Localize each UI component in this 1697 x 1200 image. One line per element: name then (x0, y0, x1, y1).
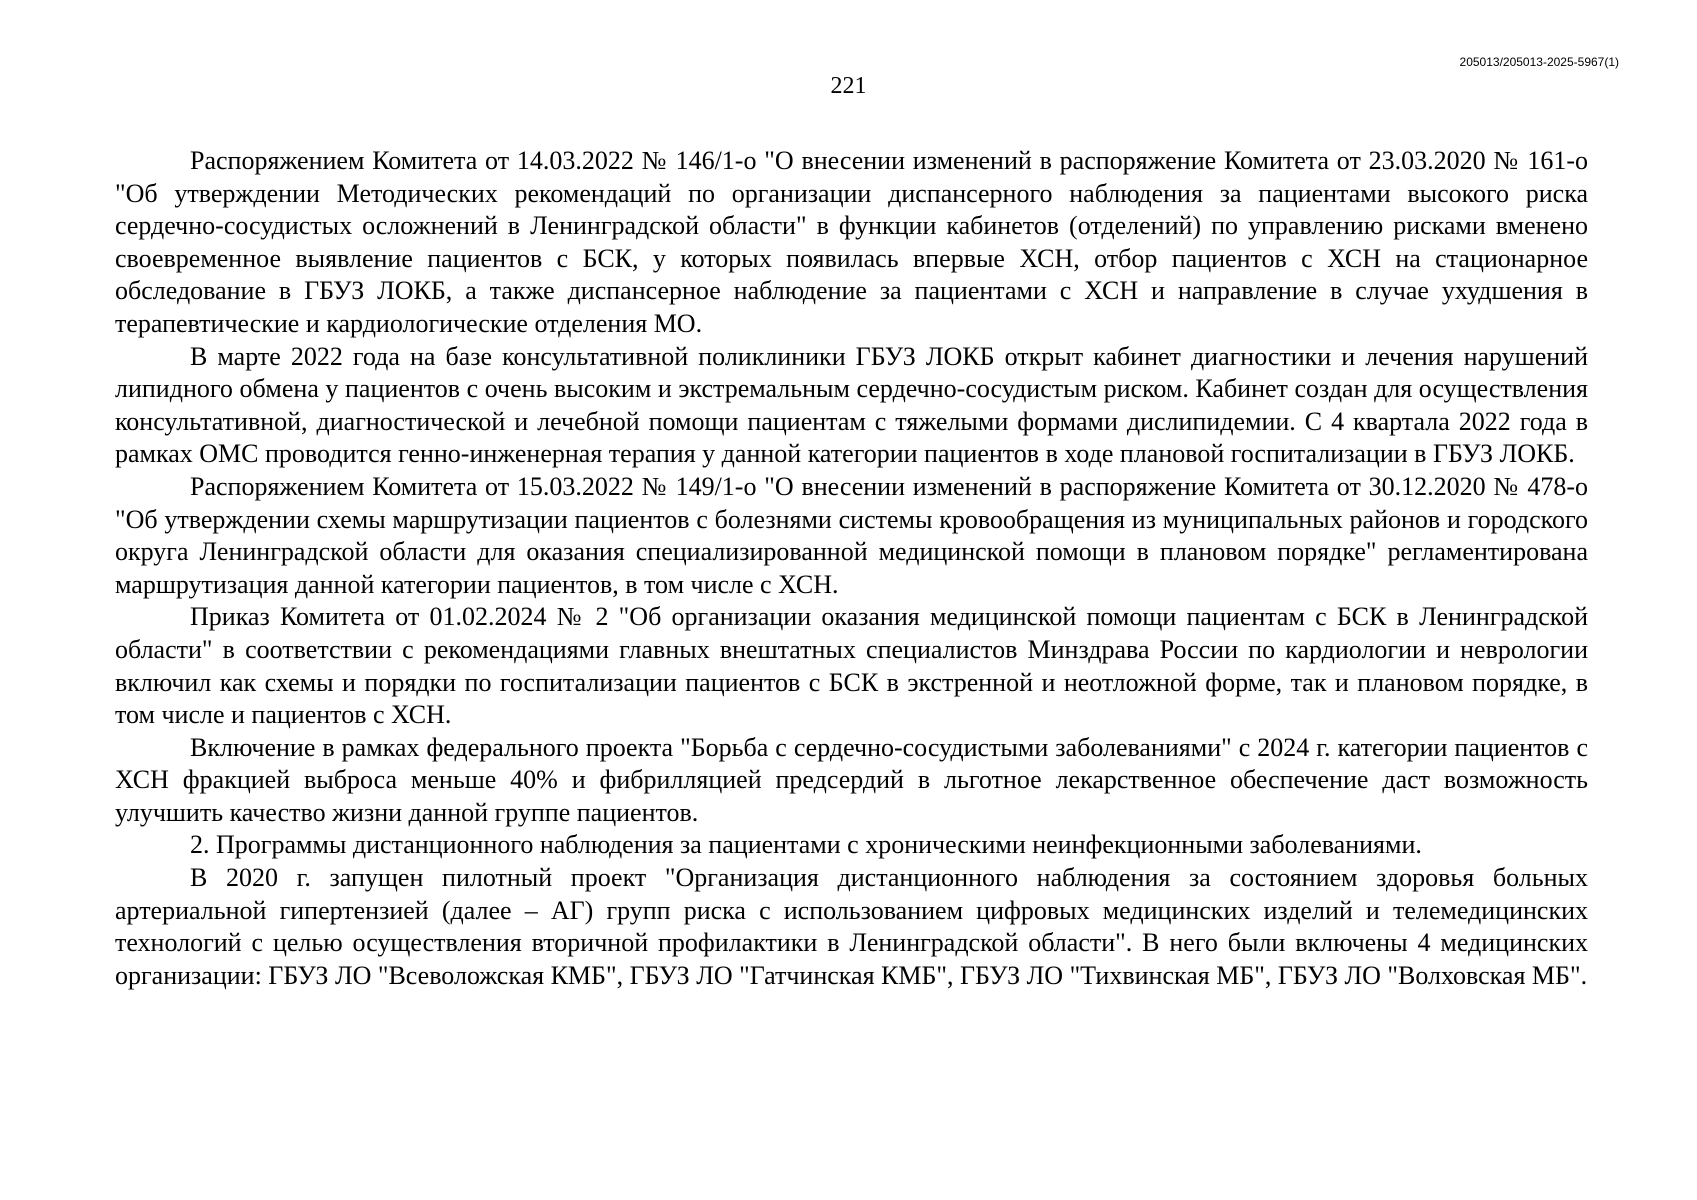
paragraph-order-146: Распоряжением Комитета от 14.03.2022 № 146/1-о "О внесении изменений в распоряжение Комитета от 23.03.2020 № 161-о "Об утверждении Методических рекомендаций по организации диспансерного наблюдения за пациентами высокого риска сердечно-сосудистых осложнений в Ленинградской области" в функции кабинетов (отделений) по управлению рисками вменено своевременное выявление пациентов с БСК, у которых появилась впервые ХСН, отбор пациентов с ХСН на стационарное обследование в ГБУЗ ЛОКБ, а также диспансерное наблюдение за пациентами с ХСН и направление в случае ухудшения в терапевтические и кардиологические отделения МО. (115, 146, 1588, 338)
paragraph-federal-project: Включение в рамках федерального проекта "Борьба с сердечно-сосудистыми заболеваниями" с 2024 г. категории пациентов с ХСН фракцией выброса меньше 40% и фибрилляцией предсердий в льготное лекарственное обеспечение даст возможность улучшить качество жизни данной группе пациентов. (115, 732, 1588, 827)
paragraph-pilot-project: В 2020 г. запущен пилотный проект "Организация дистанционного наблюдения за состоянием здоровья больных артериальной гипертензией (далее – АГ) групп риска с использованием цифровых медицинских изделий и телемедицинских технологий с целью осуществления вторичной профилактики в Ленинградской области". В него были включены 4 медицинских организации: ГБУЗ ЛО "Всеволожская КМБ", ГБУЗ ЛО "Гатчинская КМБ", ГБУЗ ЛО "Тихвинская МБ", ГБУЗ ЛО "Волховская МБ". (115, 863, 1588, 990)
paragraph-order-2: Приказ Комитета от 01.02.2024 № 2 "Об организации оказания медицинской помощи пациентам с БСК в Ленинградской области" в соответствии с рекомендациями главных внештатных специалистов Минздрава России по кардиологии и неврологии включил как схемы и порядки по госпитализации пациентов с БСК в экстренной и неотложной форме, так и плановом порядке, в том числе и пациентов с ХСН. (115, 602, 1588, 730)
section-heading-remote-monitoring: 2. Программы дистанционного наблюдения за пациентами с хроническими неинфекционными заболеваниями. (190, 830, 1422, 860)
paragraph-order-149: Распоряжением Комитета от 15.03.2022 № 149/1-о "О внесении изменений в распоряжение Комитета от 30.12.2020 № 478-о "Об утверждении схемы маршрутизации пациентов с болезнями системы кровообращения из муниципальных районов и городского округа Ленинградской области для оказания специализированной медицинской помощи в плановом порядке" регламентирована маршрутизация данной категории пациентов, в том числе с ХСН. (115, 471, 1588, 599)
page-number: 221 (830, 73, 867, 99)
document-registration-number: 205013/205013-2025-5967(1) (1459, 55, 1619, 69)
paragraph-lipid-clinic: В марте 2022 года на базе консультативной поликлиники ГБУЗ ЛОКБ открыт кабинет диагностики и лечения нарушений липидного обмена у пациентов с очень высоким и экстремальным сердечно-сосудистым риском. Кабинет создан для осуществления консультативной, диагностической и лечебной помощи пациентам с тяжелыми формами дислипидемии. С 4 квартала 2022 года в рамках ОМС проводится генно-инженерная терапия у данной категории пациентов в ходе плановой госпитализации в ГБУЗ ЛОКБ. (115, 341, 1588, 469)
document-body (115, 145, 1588, 992)
